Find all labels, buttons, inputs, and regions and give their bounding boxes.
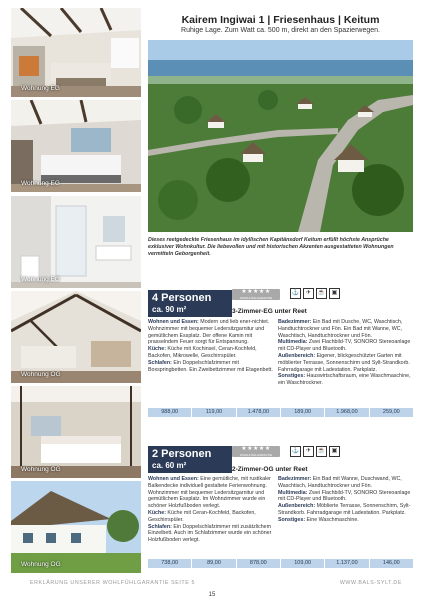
text: Möblierte Terrasse, Sonnenschirm, Sylt-Strandkorb. Fahrradgarage mit Ladestation. Parkplatz. — [278, 503, 411, 516]
star-rating: ★★★★★ — [241, 289, 271, 295]
label: Sonstiges: — [278, 373, 306, 380]
unit-1-persons: 4 Personen — [152, 292, 212, 304]
aerial-village-image — [148, 40, 413, 232]
label: Küche: — [148, 346, 166, 353]
text: Eine Waschmaschine. — [305, 516, 359, 523]
amenity-icon: ☕ — [316, 446, 327, 457]
page-title: Kairem Ingiwai 1 | Friesenhaus | Keitum — [181, 14, 380, 26]
price-cell: 878,00 — [237, 559, 280, 568]
label: Badezimmer: — [278, 319, 312, 325]
star-rating: ★★★★★ — [241, 446, 271, 452]
star-label: WOHLFÜHLGARANTIE — [239, 453, 273, 457]
photo-kitchen-eg — [11, 100, 141, 192]
label: Schlafen: — [148, 359, 172, 366]
photo-caption: Wohnung OG — [21, 561, 61, 568]
unit-1-size: ca. 90 m² — [152, 305, 187, 314]
text: Ein Bad mit Dusche, WC, Waschtisch, Handtuchtrockner und Fön. Ein Bad mit Wanne, WC, Waschtisch, Handtuchtrockner und Fön. — [278, 319, 403, 339]
label: Außenbereich: — [278, 503, 316, 510]
photo-bedroom-og — [11, 386, 141, 478]
price-cell: 89,00 — [192, 559, 235, 568]
text: Modern und lieb ener-nichtet. Wohnzimmer mit bequemer Ledersitzgarnitur und gemütlichem Essplatz. Der offene Kamin mit prasselndem Feuer sorgt für Entspannung. — [148, 319, 270, 346]
photo-caption: Wohnung OG — [21, 371, 61, 378]
label: Außenbereich: — [278, 352, 316, 359]
unit-1-star-badge — [232, 289, 280, 300]
text: Eigener, blickgeschützter Garten mit möblierter Terrasse, Sonnenschirm und Sylt-Strandkorb. Fahrradgarage mit Ladestation. Parkplatz. — [278, 352, 410, 373]
footer-guarantee-link[interactable]: ERKLÄRUNG UNSERER WOHLFÜHLGARANTIE SEITE 5 — [30, 580, 196, 586]
price-cell: 146,00 — [370, 559, 413, 568]
amenity-icon: ▣ — [329, 288, 340, 299]
attic-living-image — [11, 291, 141, 383]
price-cell: 259,00 — [370, 408, 413, 417]
text: Ein Doppelschlafzimmer mit zusätzlichem Einzelbett. Auch im Schlafzimmer wurde ein schöner Holzfußboden verlegt. — [148, 523, 272, 544]
photo-house-og — [11, 481, 141, 573]
price-cell: 1.968,00 — [325, 408, 368, 417]
unit-2-size: ca. 60 m² — [152, 461, 187, 470]
bathroom-image — [11, 196, 141, 288]
bedroom-image — [11, 386, 141, 478]
label: Badezimmer: — [278, 476, 312, 482]
amenity-icon: ☕ — [316, 288, 327, 299]
unit-1-type: 3-Zimmer-EG unter Reet — [232, 308, 307, 315]
unit-1-right-column — [278, 319, 413, 387]
price-cell: 1.478,00 — [237, 408, 280, 417]
price-cell: 738,00 — [148, 559, 191, 568]
label: Multimedia: — [278, 489, 308, 496]
unit-2-right-column — [278, 476, 413, 524]
price-cell: 119,00 — [192, 408, 235, 417]
amenity-icon: ⚓ — [290, 288, 301, 299]
unit-1-amenity-icons — [290, 288, 340, 299]
unit-1-left-column — [148, 319, 276, 373]
page-number: 15 — [208, 592, 216, 598]
photo-caption: Wohnung EG — [21, 276, 60, 283]
amenity-icon: ⚓ — [290, 446, 301, 457]
unit-2-price-row — [148, 559, 413, 568]
price-cell: 109,00 — [281, 559, 324, 568]
text: Eine gemütliche, mit rustikaler Balkendecke individuell gestaltete Ferienwohnung. Wohnzimmer mit bequemer Ledersitzgarnitur und gemütlichem Essplatz. Im Wohnzimmer wurde ein schöner Holzfußboden verlegt. — [148, 476, 271, 510]
text: Ein Bad mit Wanne, Duschwand, WC, Waschtisch, Handtuchtrockner und Fön. — [278, 476, 402, 489]
price-cell: 988,00 — [148, 408, 191, 417]
photo-bathroom-eg — [11, 196, 141, 288]
label: Multimedia: — [278, 339, 308, 346]
footer-website-link[interactable]: WWW.BALS-SYLT.DE — [339, 580, 402, 586]
photo-caption: Wohnung OG — [21, 466, 61, 473]
unit-2-star-badge — [232, 446, 280, 457]
label: Wohnen und Essen: — [148, 476, 199, 482]
house-exterior-image — [11, 481, 141, 573]
text: Küche mit Ceran-Kochfeld, Backofen, Geschirrspüler. — [148, 509, 256, 523]
unit-2-persons-box — [148, 446, 232, 473]
label: Sonstiges: — [278, 516, 306, 523]
amenity-icon: ✈ — [303, 288, 314, 299]
page-subtitle: Ruhige Lage. Zum Watt ca. 500 m, direkt an den Spazierwegen. — [181, 27, 380, 34]
aerial-photo — [148, 40, 413, 232]
unit-1-persons-box — [148, 290, 232, 317]
photo-living-room-og — [11, 291, 141, 383]
star-label: WOHLFÜHLGARANTIE — [239, 296, 273, 300]
kitchen-image — [11, 100, 141, 192]
price-cell: 1.137,00 — [325, 559, 368, 568]
text: Küche mit Kochinsel, Ceran-Kochfeld, Backofen, Mikrowelle, Geschirrspüler. — [148, 346, 257, 359]
unit-2-left-column — [148, 476, 276, 544]
label: Wohnen und Essen: — [148, 319, 199, 325]
unit-2-persons: 2 Personen — [152, 448, 212, 460]
unit-2-amenity-icons — [290, 446, 340, 457]
amenity-icon: ▣ — [329, 446, 340, 457]
photo-caption: Wohnung EG — [21, 180, 60, 187]
unit-1-price-row — [148, 408, 413, 417]
text: Zwei Flachbild-TV, SONORO Stereoanlage mit CD-Player und Bluetooth. — [278, 489, 411, 503]
intro-text: Dieses reetgedeckte Friesenhaus im idyllischen Kapitänsdorf Keitum erfüllt höchste Ansprüche exklusiver Wohnkultur. Die liebevollen und mit historischen Akzenten ausgestatteten Wohnungen vermitteln Geborgenheit. — [148, 237, 394, 257]
photo-living-room-eg — [11, 8, 141, 97]
label: Küche: — [148, 509, 166, 516]
text: Zwei Flachbild-TV, SONORO Stereoanlage mit CD-Player und Bluetooth. — [278, 339, 411, 353]
amenity-icon: ✈ — [303, 446, 314, 457]
photo-caption: Wohnung EG — [21, 85, 60, 92]
text: Hauswirtschaftsraum, eine Waschmaschine, ein Waschtrockner. — [278, 373, 411, 387]
living-room-image — [11, 8, 141, 97]
price-cell: 189,00 — [281, 408, 324, 417]
text: Ein Doppelschlafzimmer mit Boxspringbetten. Ein Zweibettzimmer mit Etagenbett. — [148, 359, 273, 373]
label: Schlafen: — [148, 523, 172, 530]
unit-2-type: 2-Zimmer-OG unter Reet — [232, 466, 308, 473]
